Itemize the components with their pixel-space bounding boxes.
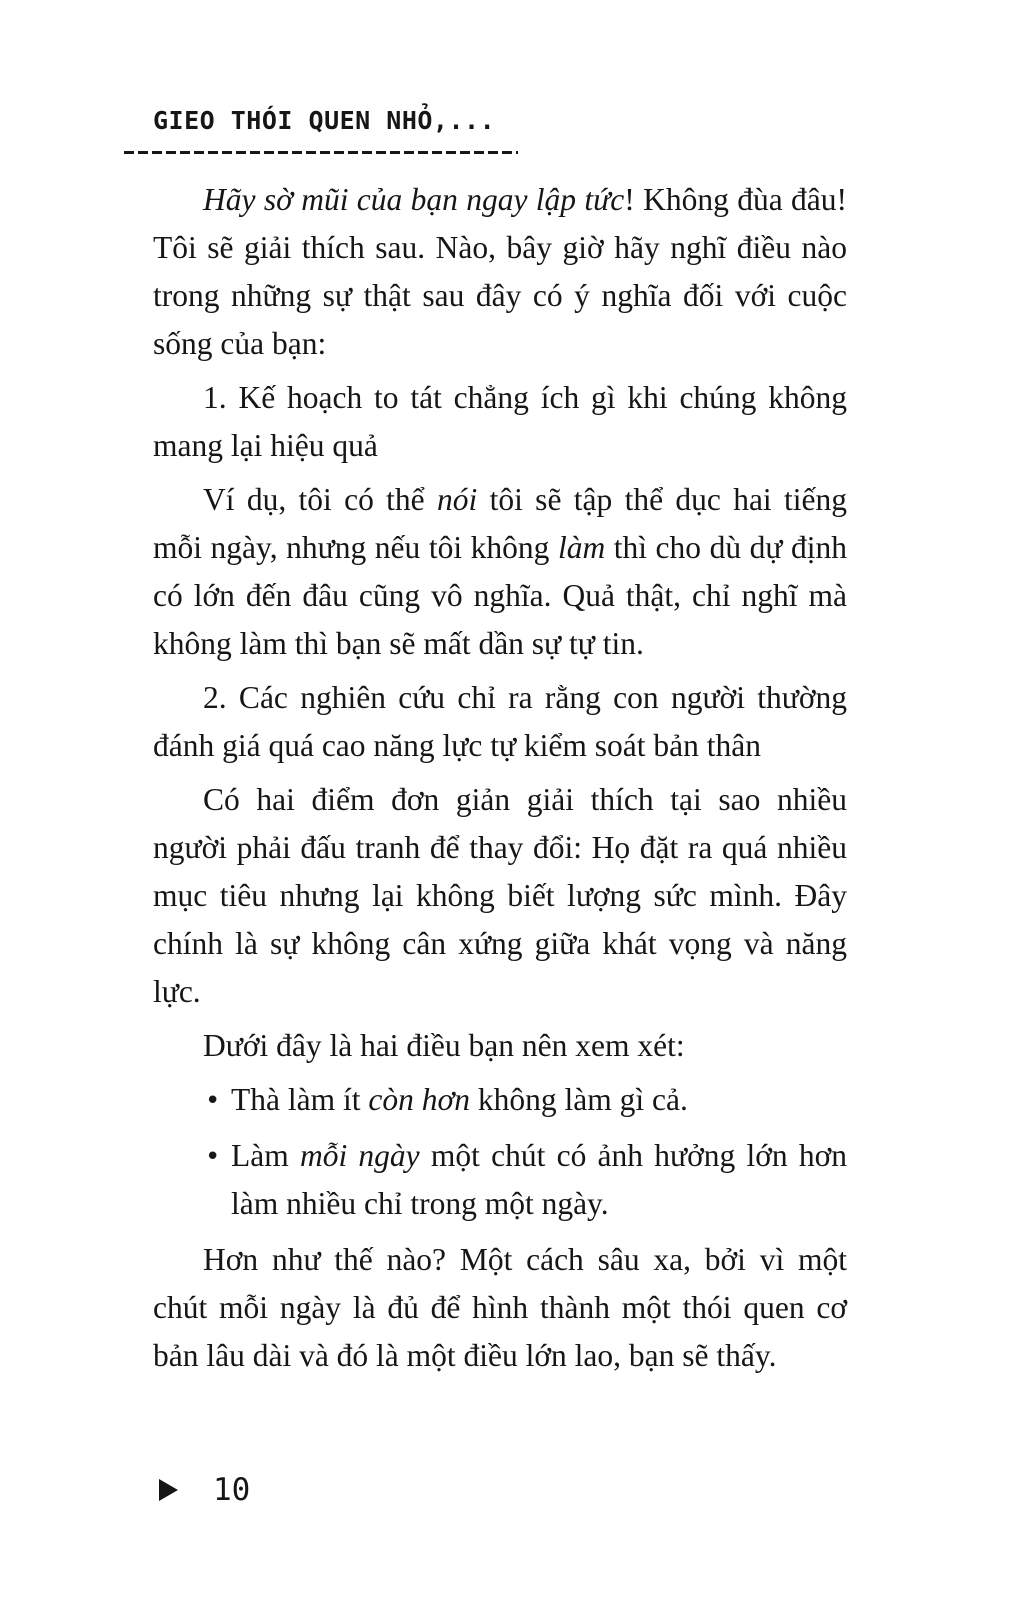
paragraph — [153, 176, 847, 368]
bullet-item — [153, 1132, 847, 1228]
paragraph — [153, 476, 847, 668]
bullet-icon: • — [205, 1086, 221, 1116]
text-run-italic: Hãy sờ mũi của bạn ngay lập tức — [203, 182, 625, 217]
paragraph — [153, 674, 847, 770]
text-run: Có hai điểm đơn giản giải thích tại sao nhiều người phải đấu tranh để thay đổi: Họ đặt ra quá nhiều mục tiêu nhưng lại không biết lượng sức mình. Đây chính là sự không cân xứng giữa khát vọng và năng lực. — [153, 782, 847, 1009]
text-run-italic: nói — [437, 482, 478, 517]
text-run: Làm — [231, 1138, 300, 1173]
text-run: không làm gì cả. — [470, 1082, 688, 1117]
page-number: 10 — [213, 1472, 251, 1508]
bullet-icon: • — [205, 1142, 221, 1172]
paragraph — [153, 776, 847, 1016]
text-run: Ví dụ, tôi có thể — [203, 482, 437, 517]
text-run: thì cho dù dự định có lớn đến đâu cũng vô nghĩa. Quả thật, chỉ nghĩ mà không làm thì bạn sẽ mất dần sự tự tin. — [153, 530, 848, 661]
triangle-right-icon — [159, 1479, 178, 1501]
header-dashed-rule — [124, 151, 518, 154]
text-run: Hơn như thế nào? Một cách sâu xa, bởi vì một chút mỗi ngày là đủ để hình thành một thói quen cơ bản lâu dài và đó là một điều lớn lao, bạn sẽ thấy. — [153, 1242, 847, 1373]
text-run: tôi sẽ tập thể dục hai tiếng mỗi ngày, nhưng nếu tôi không — [153, 482, 847, 565]
paragraph — [153, 374, 847, 470]
text-run: 2. Các nghiên cứu chỉ ra rằng con người thường đánh giá quá cao năng lực tự kiểm soát bản thân — [153, 680, 847, 763]
text-run-italic: còn hơn — [368, 1082, 471, 1117]
text-run: một chút có ảnh hưởng lớn hơn làm nhiều chỉ trong một ngày. — [231, 1138, 847, 1221]
page-footer — [159, 1472, 250, 1508]
running-header: GIEO THÓI QUEN NHỎ,... — [153, 106, 496, 135]
text-run: Thà làm ít — [231, 1082, 369, 1117]
paragraph — [153, 1236, 847, 1380]
bullet-item — [153, 1076, 847, 1124]
text-run-italic: mỗi ngày — [299, 1138, 420, 1173]
paragraph — [153, 1022, 847, 1070]
text-run: 1. Kế hoạch to tát chẳng ích gì khi chúng không mang lại hiệu quả — [153, 380, 847, 463]
text-run: Dưới đây là hai điều bạn nên xem xét: — [203, 1028, 685, 1063]
page-body — [153, 176, 847, 1386]
text-run-italic: làm — [557, 530, 606, 565]
text-run: ! Không đùa đâu! Tôi sẽ giải thích sau. Nào, bây giờ hãy nghĩ điều nào trong những sự thật sau đây có ý nghĩa đối với cuộc sống của bạn: — [153, 182, 847, 361]
